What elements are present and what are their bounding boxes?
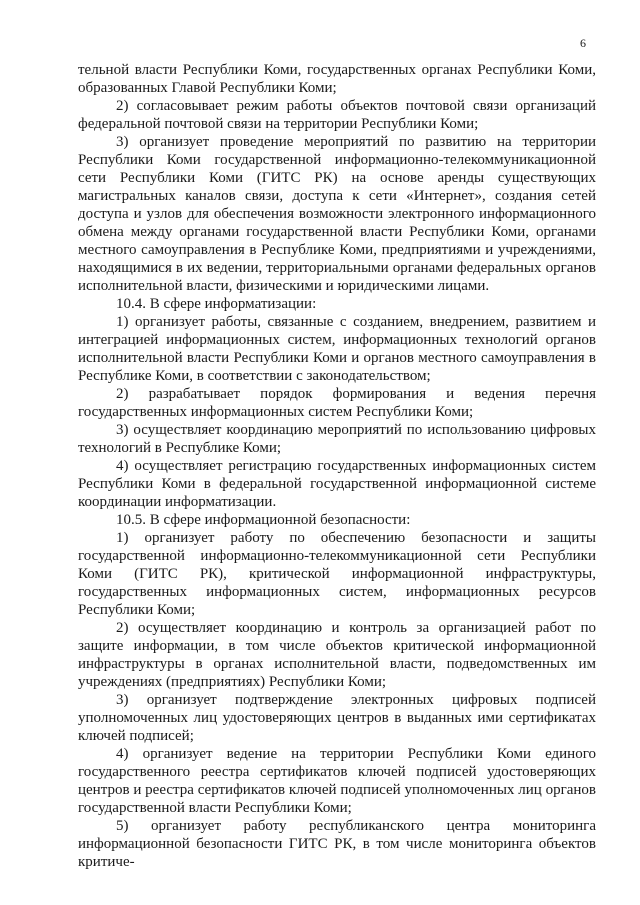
paragraph-item: 3) осуществляет координацию мероприятий по использованию цифровых технологий в Республике Коми; — [78, 422, 596, 456]
paragraph-item: 2) разрабатывает порядок формирования и ведения перечня государственных информационных систем Республики Коми; — [78, 386, 596, 420]
paragraph-continued: тельной власти Республики Коми, государственных органах Республики Коми, образованных Главой Республики Коми; — [78, 62, 596, 96]
paragraph-item: 2) осуществляет координацию и контроль за организацией работ по защите информации, в том числе объектов критической информационной инфраструктуры в органах исполнительной власти, подведомственных им учреждениях (предприятиях) Республики Коми; — [78, 620, 596, 690]
paragraph-item: 1) организует работу по обеспечению безопасности и защиты государственной информационно-телекоммуникационной сети Республики Коми (ГИТС РК), критической информационной инфраструктуры, государственных информационных систем, информационных ресурсов Республики Коми; — [78, 530, 596, 618]
document-body — [78, 61, 596, 871]
paragraph-item: 4) организует ведение на территории Республики Коми единого государственного реестра сертификатов ключей подписей удостоверяющих центров и реестра сертификатов ключей подписей уполномоченных лиц органов государственной власти Республики Коми; — [78, 746, 596, 816]
paragraph-item: 2) согласовывает режим работы объектов почтовой связи организаций федеральной почтовой связи на территории Республики Коми; — [78, 98, 596, 132]
paragraph-item: 3) организует подтверждение электронных цифровых подписей уполномоченных лиц удостоверяющих центров в выданных ими сертификатах ключей подписей; — [78, 692, 596, 744]
paragraph-item: 4) осуществляет регистрацию государственных информационных систем Республики Коми в федеральной государственной информационной системе координации информатизации. — [78, 458, 596, 510]
paragraph-item: 5) организует работу республиканского центра мониторинга информационной безопасности ГИТС РК, в том числе мониторинга объектов критиче- — [78, 818, 596, 870]
section-heading: 10.4. В сфере информатизации: — [116, 296, 317, 312]
paragraph-item: 1) организует работы, связанные с созданием, внедрением, развитием и интеграцией информационных систем, информационных технологий органов исполнительной власти Республики Коми и органов местного самоуправления в Республике Коми, в соответствии с законодательством; — [78, 314, 596, 384]
page-number: 6 — [580, 36, 586, 50]
paragraph-item: 3) организует проведение мероприятий по развитию на территории Республики Коми государственной информационно-телекоммуникационной сети Республики Коми (ГИТС РК) на основе аренды существующих магистральных каналов связи, доступа к сети «Интернет», создания сетей доступа и узлов для обеспечения возможности электронного информационного обмена между органами государственной власти Республики Коми, органами местного самоуправления в Республике Коми, предприятиями и учреждениями, находящимися в их ведении, территориальными органами федеральных органов исполнительной власти, физическими и юридическими лицами. — [78, 134, 596, 294]
section-heading: 10.5. В сфере информационной безопасности: — [116, 512, 411, 528]
